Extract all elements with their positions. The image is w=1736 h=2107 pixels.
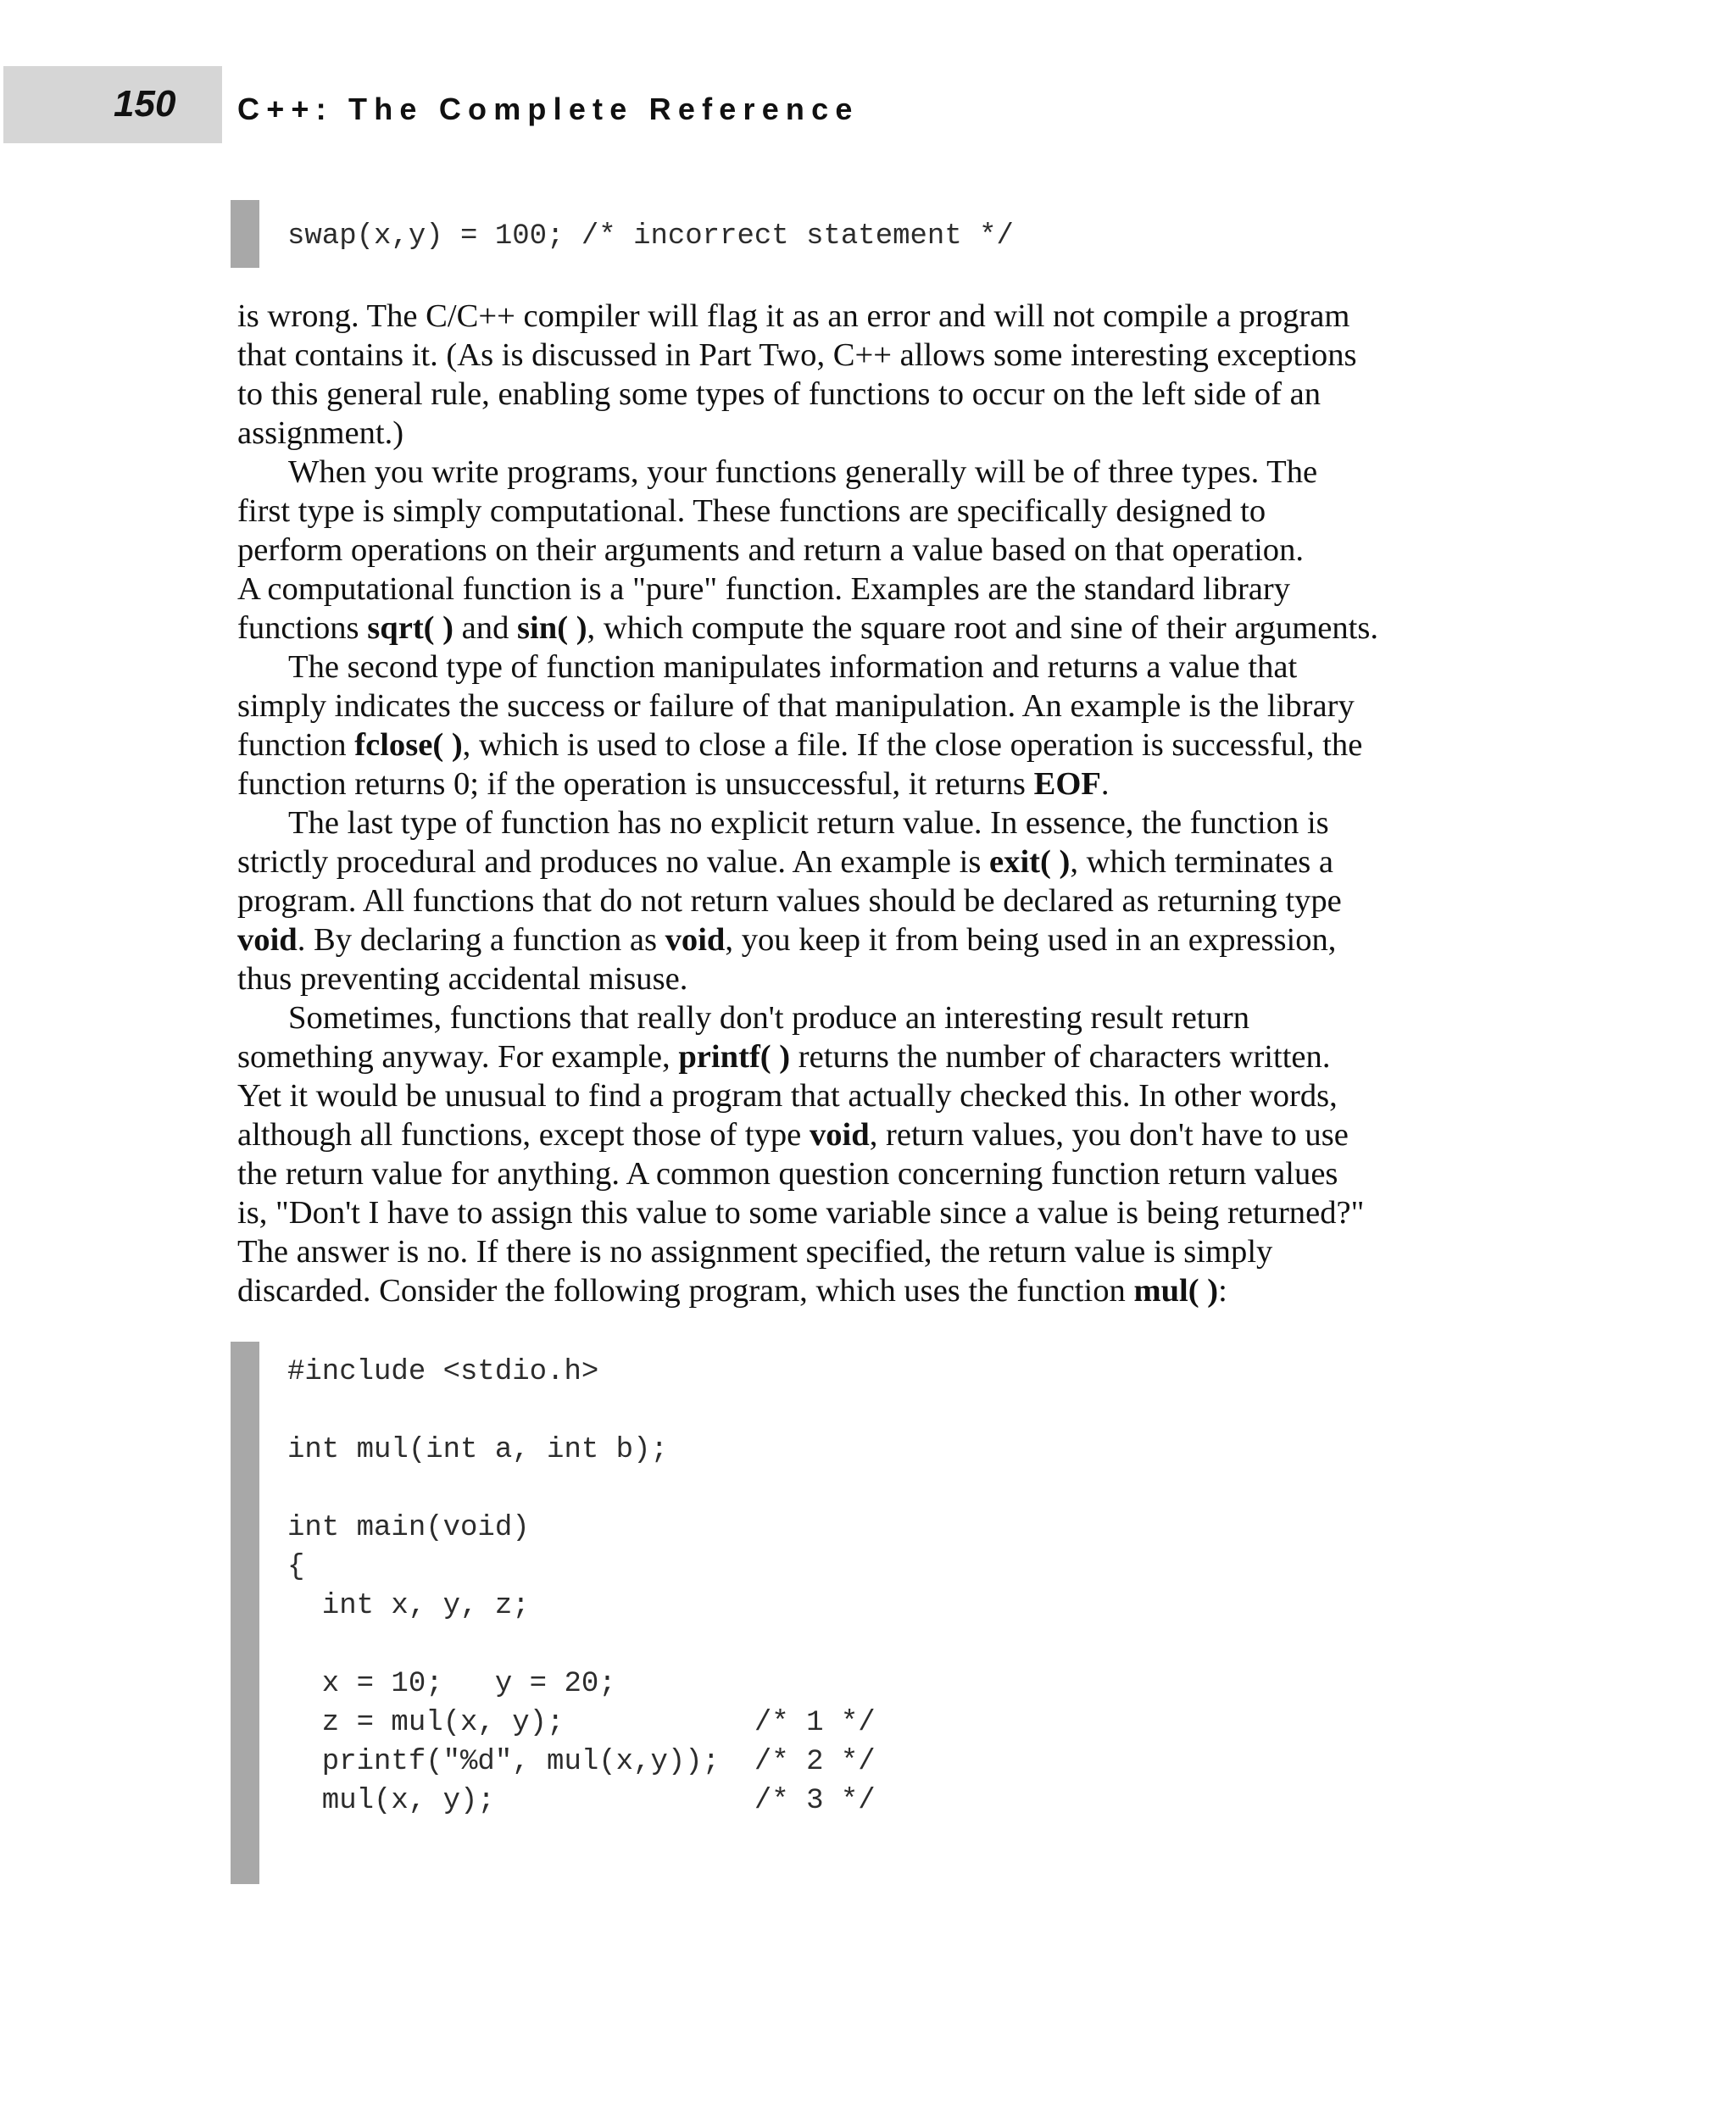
- code-term: void: [237, 922, 298, 958]
- code-margin-bar: [231, 200, 259, 268]
- code-margin-bar: [231, 1342, 259, 1884]
- code-listing-text: [287, 1353, 876, 1821]
- code-line: x = 10; y = 20;: [287, 1668, 616, 1700]
- code-line: mul(x, y); /* 3 */: [287, 1785, 876, 1817]
- text-run: to this general rule, enabling some types of functions to occur on the left side of an: [237, 376, 1321, 412]
- text-line: [237, 1037, 1492, 1076]
- text-run: is wrong. The C/C++ compiler will flag it as an error and will not compile a program: [237, 298, 1350, 334]
- code-line: int mul(int a, int b);: [287, 1434, 668, 1466]
- text-line: [237, 609, 1492, 648]
- code-term: sqrt( ): [367, 610, 454, 646]
- text-run: something anyway. For example,: [237, 1039, 679, 1075]
- text-run: Sometimes, functions that really don't produce an interesting result return: [288, 1000, 1250, 1036]
- page-number-tab: [3, 66, 222, 143]
- text-run: and: [453, 610, 518, 646]
- text-run: function: [237, 727, 355, 763]
- text-line: [237, 842, 1492, 881]
- text-line: [237, 1154, 1492, 1193]
- code-line: [287, 1470, 876, 1509]
- text-run: returns the number of characters written.: [790, 1039, 1331, 1075]
- text-run: A computational function is a "pure" function. Examples are the standard library: [237, 571, 1291, 607]
- text-run: functions: [237, 610, 368, 646]
- code-line: [287, 1626, 876, 1665]
- text-line: [237, 492, 1492, 531]
- paragraph: [237, 803, 1492, 998]
- code-line: #include <stdio.h>: [287, 1356, 599, 1388]
- code-term: fclose( ): [354, 727, 463, 763]
- text-line: [237, 453, 1492, 492]
- code-term: exit( ): [989, 844, 1071, 880]
- text-run: program. All functions that do not return values should be declared as returning type: [237, 883, 1342, 919]
- text-line: [237, 297, 1492, 336]
- text-run: , return values, you don't have to use: [869, 1117, 1349, 1153]
- code-term: void: [809, 1117, 870, 1153]
- code-term: printf( ): [678, 1039, 791, 1075]
- text-run: When you write programs, your functions generally will be of three types. The: [288, 454, 1318, 490]
- code-line: [287, 1392, 876, 1431]
- text-run: perform operations on their arguments and return a value based on that operation.: [237, 532, 1305, 568]
- text-run: .: [1100, 766, 1110, 802]
- code-line: printf("%d", mul(x,y)); /* 2 */: [287, 1746, 876, 1778]
- code-line: z = mul(x, y); /* 1 */: [287, 1707, 876, 1739]
- text-line: [237, 1076, 1492, 1115]
- text-run: discarded. Consider the following program, which uses the function: [237, 1273, 1134, 1309]
- text-run: The answer is no. If there is no assignment specified, the return value is simply: [237, 1234, 1273, 1270]
- text-run: the return value for anything. A common question concerning function return values: [237, 1156, 1338, 1192]
- text-line: [237, 764, 1492, 803]
- text-line: [237, 1232, 1492, 1271]
- text-line: [237, 998, 1492, 1037]
- text-run: . By declaring a function as: [297, 922, 665, 958]
- text-run: , you keep it from being used in an expression,: [725, 922, 1337, 958]
- text-line: [237, 959, 1492, 998]
- text-line: [237, 881, 1492, 920]
- text-run: that contains it. (As is discussed in Part Two, C++ allows some interesting exceptions: [237, 337, 1357, 373]
- text-line: [237, 336, 1492, 375]
- text-line: [237, 1115, 1492, 1154]
- code-term: EOF: [1033, 766, 1101, 802]
- code-term: mul( ): [1133, 1273, 1219, 1309]
- text-line: [237, 648, 1492, 687]
- text-line: [237, 803, 1492, 842]
- text-line: [237, 570, 1492, 609]
- text-line: [237, 531, 1492, 570]
- text-run: , which compute the square root and sine of their arguments.: [587, 610, 1379, 646]
- text-run: thus preventing accidental misuse.: [237, 961, 688, 997]
- text-run: Yet it would be unusual to find a program that actually checked this. In other words,: [237, 1078, 1338, 1114]
- text-line: [237, 725, 1492, 764]
- code-term: sin( ): [517, 610, 587, 646]
- paragraph: [237, 453, 1492, 648]
- text-run: , which terminates a: [1070, 844, 1334, 880]
- text-run: , which is used to close a file. If the close operation is successful, the: [462, 727, 1363, 763]
- text-run: The second type of function manipulates information and returns a value that: [288, 649, 1298, 685]
- code-snippet-text: swap(x,y) = 100; /* incorrect statement */: [287, 220, 1014, 253]
- text-run: assignment.): [237, 415, 404, 451]
- code-term: void: [665, 922, 726, 958]
- paragraph: [237, 648, 1492, 803]
- text-run: is, "Don't I have to assign this value to some variable since a value is being returned?": [237, 1195, 1365, 1231]
- text-line: [237, 1193, 1492, 1232]
- running-head: C++: The Complete Reference: [237, 92, 860, 126]
- text-run: function returns 0; if the operation is unsuccessful, it returns: [237, 766, 1034, 802]
- body-text: [237, 297, 1492, 1310]
- page-number: 150: [114, 83, 176, 125]
- text-line: [237, 920, 1492, 959]
- code-line: int x, y, z;: [287, 1590, 530, 1622]
- text-run: first type is simply computational. These functions are specifically designed to: [237, 493, 1266, 529]
- text-line: [237, 375, 1492, 414]
- text-run: simply indicates the success or failure of that manipulation. An example is the library: [237, 688, 1355, 724]
- paragraph: [237, 297, 1492, 453]
- text-run: strictly procedural and produces no value. An example is: [237, 844, 990, 880]
- code-line: {: [287, 1551, 305, 1583]
- text-run: although all functions, except those of type: [237, 1117, 810, 1153]
- paragraph: [237, 998, 1492, 1310]
- text-run: The last type of function has no explicit return value. In essence, the function is: [288, 805, 1329, 841]
- code-line: int main(void): [287, 1512, 530, 1544]
- text-run: :: [1218, 1273, 1227, 1309]
- text-line: [237, 687, 1492, 725]
- text-line: [237, 414, 1492, 453]
- text-line: [237, 1271, 1492, 1310]
